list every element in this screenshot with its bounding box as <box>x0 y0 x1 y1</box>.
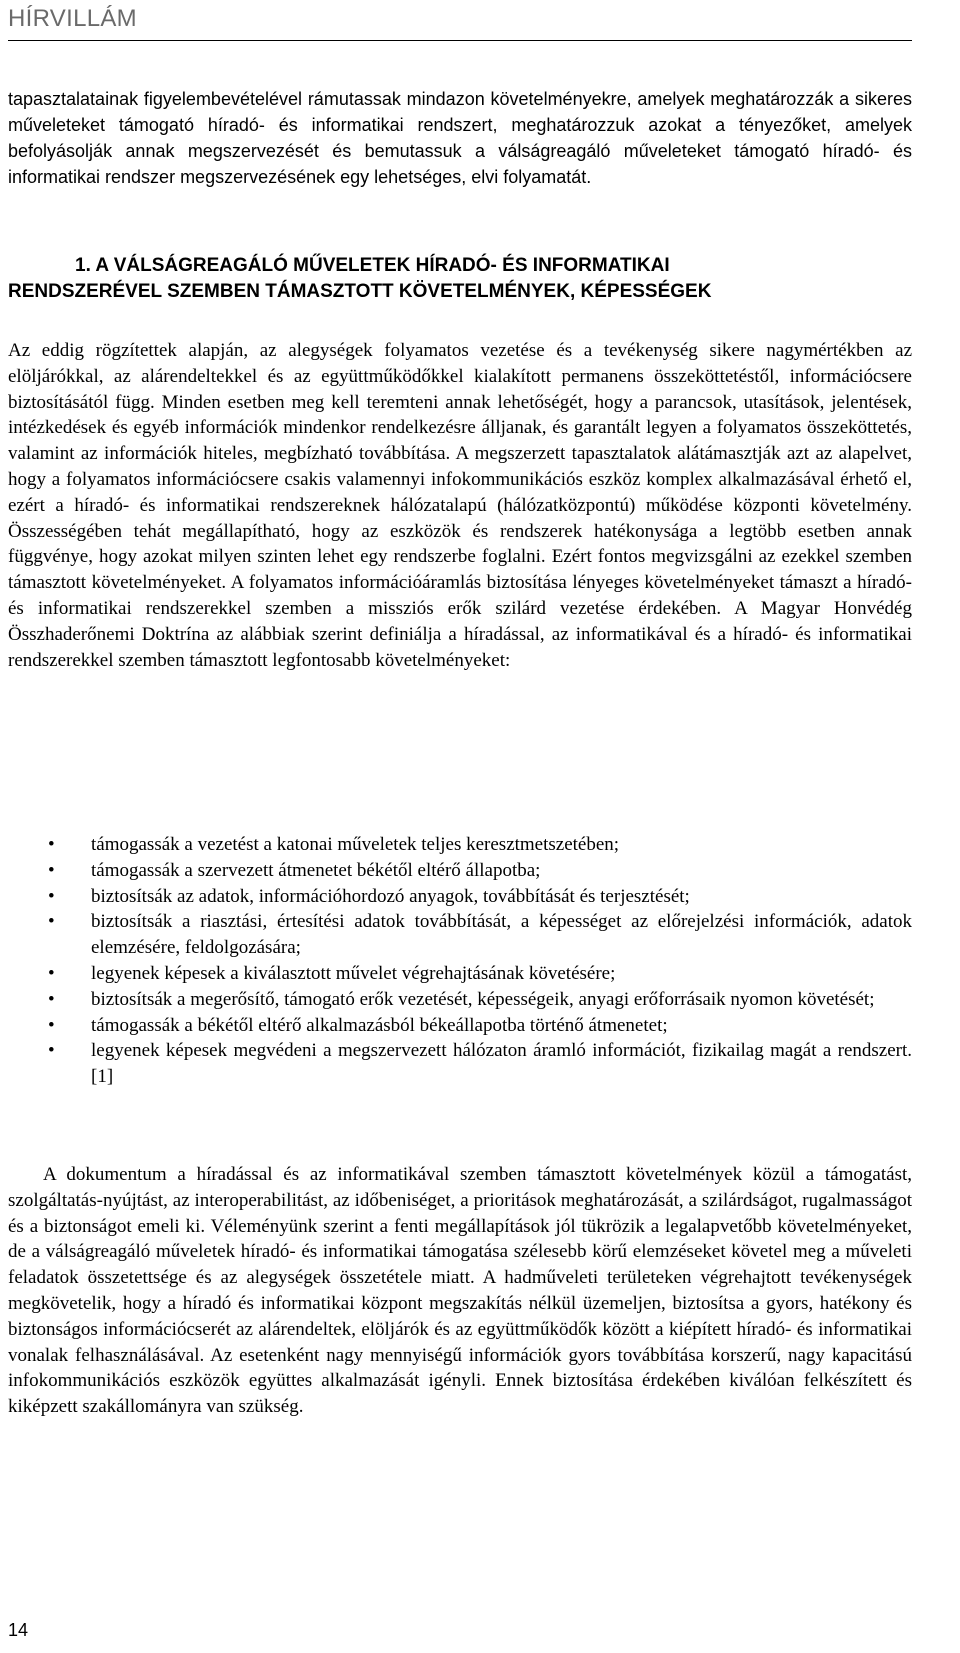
list-item <box>8 1038 912 1090</box>
body-paragraph-2: A dokumentum a híradással és az informatikával szemben támasztott követelmények közül a támogatást, szolgáltatás-nyújtást, az interoperabilitást, az időbeniséget, a prioritások meghatározását, a szilárdságot, rugalmasságot és a biztonságot emeli ki. Véleményünk szerint a fenti megállapítások jól tükrözik a legalapvetőbb követelményeket, de a válságreagáló műveletek híradó- és informatikai támogatása szélesebb körű elemzéseket követel meg a műveleti feladatok összetettsége és az alegységek összetétele miatt. A hadműveleti területeken végrehajtott tevékenységek megkövetelik, hogy a híradó és informatikai központ megszakítás nélkül üzemeljen, biztosítsa a gyors, hatékony és biztonságos információcserét az alárendeltek, elöljárók és az együttműködők között a kiépített híradó- és informatikai vonalak felhasználásával. Az esetenként nagy mennyiségű információk gyors továbbítása korszerű, nagy kapacitású infokommunikációs eszközök együttes alkalmazását igényli. Ennek biztosítása érdekében kiválóan felkészített és kiképzett szakállományra van szükség. <box>8 1164 912 1418</box>
list-item-text: támogassák a vezetést a katonai műveletek teljes keresztmetszetében; <box>91 834 620 855</box>
list-item-text: biztosítsák az adatok, információhordozó anyagok, továbbítását és terjesztését; <box>91 885 690 907</box>
bullet-icon: • <box>48 834 55 855</box>
running-header <box>8 2 912 41</box>
list-item <box>8 832 912 858</box>
journal-title: HÍRVILLÁM <box>8 5 137 32</box>
list-item <box>8 884 912 910</box>
bullet-icon: • <box>48 988 55 1010</box>
list-item <box>8 858 912 884</box>
section-heading-line-1: 1. A VÁLSÁGREAGÁLÓ MŰVELETEK HÍRADÓ- ÉS INFORMATIKAI <box>75 255 670 276</box>
bullet-icon: • <box>48 911 55 933</box>
list-item <box>8 909 912 961</box>
intro-paragraph: tapasztalatainak figyelembevételével rámutassak mindazon követelményekre, amelyek meghatározzák a sikeres műveleteket támogató híradó- és informatikai rendszert, meghatározzuk azokat a tényezőket, amelyek befolyásolják annak megszervezését és bemutassuk a válságreagáló műveleteket támogató híradó- és informatikai rendszer megszervezésének egy lehetséges, elvi folyamatát. <box>8 89 912 187</box>
bullet-icon: • <box>48 962 55 984</box>
list-item <box>8 1013 912 1039</box>
list-item-text: támogassák a békétől eltérő alkalmazásból békeállapotba történő átmenetet; <box>91 1014 668 1036</box>
bullet-icon: • <box>48 1040 55 1062</box>
section-heading-line-2: RENDSZERÉVEL SZEMBEN TÁMASZTOTT KÖVETELMÉNYEK, KÉPESSÉGEK <box>8 281 712 302</box>
requirements-list <box>8 832 912 1090</box>
list-item <box>8 987 912 1013</box>
list-item-text: biztosítsák a riasztási, értesítési adatok továbbítását, a képességet az előrejelzési információk, adatok elemzésére, feldolgozására; <box>91 911 912 959</box>
section-heading <box>8 253 912 305</box>
list-item-text: támogassák a szervezett átmenetet békétől eltérő állapotba; <box>91 859 541 881</box>
page-number: 14 <box>8 1620 29 1640</box>
body-paragraph-1: Az eddig rögzítettek alapján, az alegységek folyamatos vezetése és a tevékenység sikere nagymértékben az elöljárókkal, az alárendeltekkel és az együttműködőkkel kialakított permanens összeköttetéstől, információcsere biztosításától függ. Minden esetben meg kell teremteni annak lehetőségét, hogy a parancsok, utasítások, jelentések, intézkedések és egyéb információk mindenkor rendelkezésre álljanak, és garantált legyen a folyamatos összeköttetés, valamint az információk hiteles, megbízható továbbítása. A megszerzett tapasztalatok alátámasztják azt az alapelvet, hogy a folyamatos információcsere csakis valamennyi infokommunikációs eszköz komplex alkalmazásával érhető el, ezért a híradó- és informatikai rendszereknek hálózatalapú (hálózatközpontú) működése központi követelmény. Összességében tehát megállapítható, hogy az eszközök és rendszerek hatékonysága a legtöbb esetben annak függvénye, hogy azokat milyen szinten lehet egy rendszerbe foglalni. Ezért fontos megvizsgálni az ezekkel szemben támasztott követelményeket. A folyamatos információáramlás biztosítása lényeges követelményeket támaszt a híradó- és informatikai rendszerekkel szemben a missziós erők szilárd vezetése érdekében. A Magyar Honvédég Összhaderőnemi Doktrína az alábbiak szerint definiálja a híradással, az informatikával és a híradó- és informatikai rendszerekkel szemben támasztott legfontosabb követelményeket: <box>8 340 912 671</box>
bullet-icon: • <box>48 1014 55 1036</box>
list-item-text: biztosítsák a megerősítő, támogató erők vezetését, képességeik, anyagi erőforrásaik nyomon követését; <box>91 988 875 1010</box>
list-item <box>8 961 912 987</box>
bullet-icon: • <box>48 859 55 881</box>
list-item-text: legyenek képesek a kiválasztott művelet végrehajtásának követésére; <box>91 962 616 984</box>
list-item-text: legyenek képesek megvédeni a megszervezett hálózaton áramló információt, fizikailag magát a rendszert. [1] <box>91 1040 912 1088</box>
bullet-icon: • <box>48 885 55 907</box>
